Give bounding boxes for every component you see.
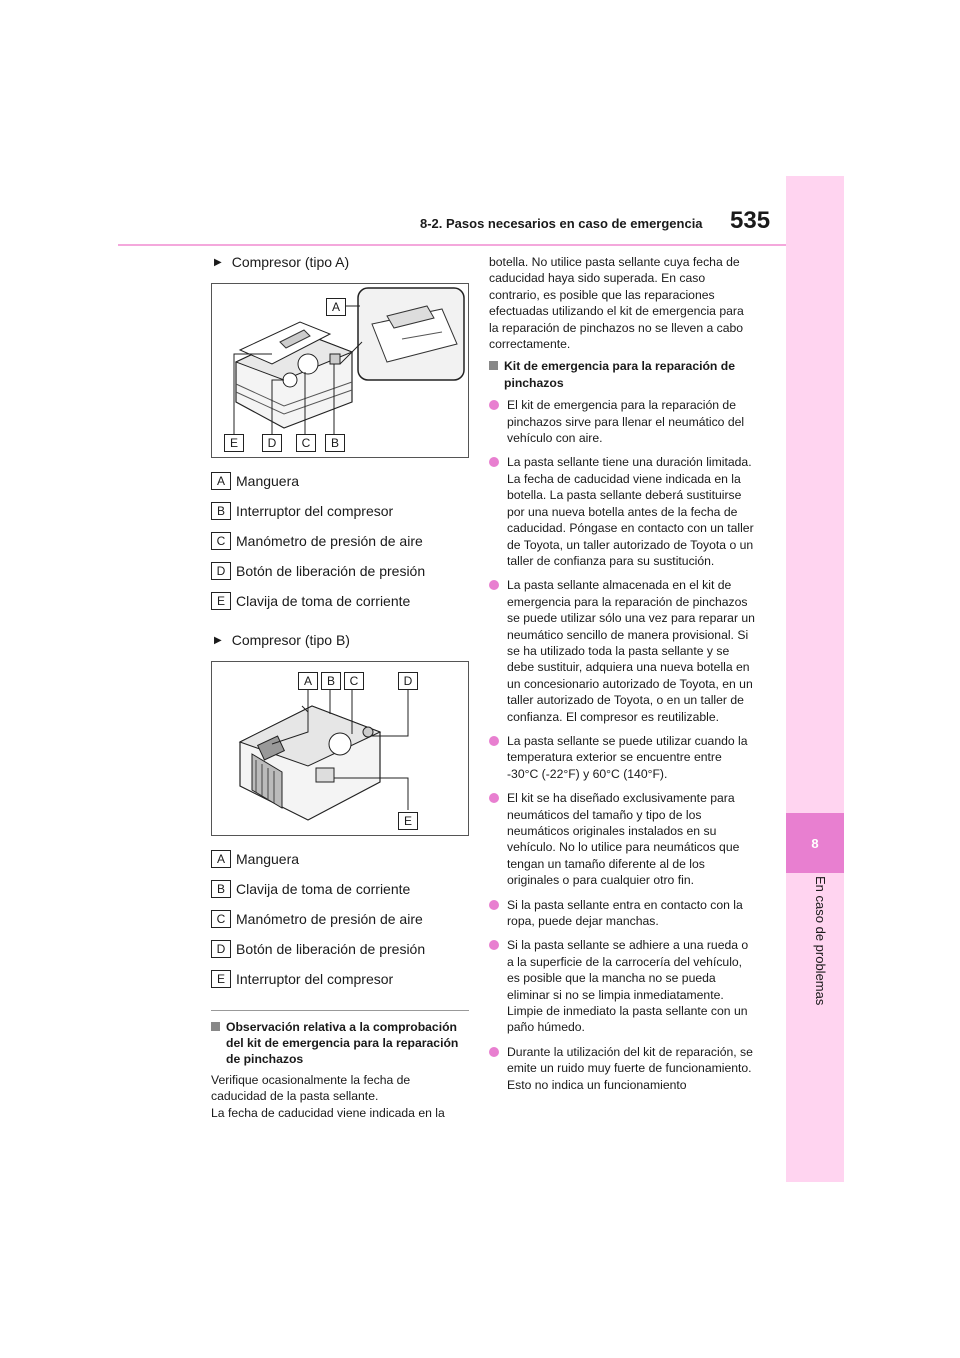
page-number: 535 <box>730 207 771 234</box>
compressor-b-figure <box>211 661 469 836</box>
legend-item <box>211 844 469 874</box>
list-item <box>489 397 755 446</box>
legend-text: Manguera <box>236 473 300 489</box>
list-item <box>489 937 755 1035</box>
list-item-text: El kit de emergencia para la reparación de pinchazos sirve para llenar el neumático del vehículo con aire. <box>507 398 745 446</box>
legend-letter: B <box>211 502 231 520</box>
figure-label-e: E <box>398 812 418 830</box>
legend-item <box>211 526 469 556</box>
circle-bullet-icon <box>489 457 499 467</box>
kit-heading-text: Kit de emergencia para la reparación de pinchazos <box>504 359 735 390</box>
legend-letter: E <box>211 970 231 988</box>
legend-text: Manómetro de presión de aire <box>236 911 423 927</box>
right-column <box>489 254 755 1101</box>
figure-label-a: A <box>326 298 346 316</box>
circle-bullet-icon <box>489 736 499 746</box>
list-item-text: Si la pasta sellante se adhiere a una rueda o a la superficie de la carrocería del vehículo, es posible que la mancha no se pueda eliminar si no se limpia inmediatamente. Limpie de inmediato la pasta sellante con un paño húmedo. <box>507 938 749 1035</box>
figure-label-d: D <box>262 434 282 452</box>
legend-item <box>211 586 469 616</box>
legend-letter: C <box>211 910 231 928</box>
circle-bullet-icon <box>489 1047 499 1057</box>
circle-bullet-icon <box>489 900 499 910</box>
chapter-number-box <box>786 813 844 873</box>
legend-letter: A <box>211 472 231 490</box>
legend-letter: B <box>211 880 231 898</box>
triangle-bullet-icon: ▶ <box>214 256 222 268</box>
triangle-bullet-icon: ▶ <box>214 634 222 646</box>
figure-label-e: E <box>224 434 244 452</box>
list-item <box>489 577 755 725</box>
legend-text: Interruptor del compresor <box>236 971 394 987</box>
compressor-a-legend <box>211 466 469 616</box>
legend-item <box>211 496 469 526</box>
compressor-b-heading <box>214 632 469 648</box>
legend-item <box>211 874 469 904</box>
list-item-text: El kit se ha diseñado exclusivamente para neumáticos del tamaño y tipo de los neumáticos originales instalados en su vehículo. No lo utilice para neumáticos que tengan un tamaño diferente al de los originales o para cualquier otro fin. <box>507 791 740 888</box>
compressor-a-heading <box>214 254 469 270</box>
square-bullet-icon <box>211 1022 220 1031</box>
compressor-b-title: Compresor (tipo B) <box>231 632 350 648</box>
left-column <box>211 254 469 1121</box>
legend-letter: E <box>211 592 231 610</box>
list-item-text: La pasta sellante tiene una duración limitada. La fecha de caducidad viene indicada en la botella. La pasta sellante deberá sustituirse por una nueva botella antes de la fecha de caducidad. Póngase en contacto con un taller de Toyota, un taller autorizado de Toyota o un taller de confianza para su sustitución. <box>507 455 754 568</box>
figure-label-d: D <box>398 672 418 690</box>
legend-text: Clavija de toma de corriente <box>236 881 411 897</box>
list-item <box>489 897 755 930</box>
legend-letter: C <box>211 532 231 550</box>
list-item <box>489 454 755 569</box>
legend-text: Botón de liberación de presión <box>236 563 426 579</box>
legend-item <box>211 964 469 994</box>
chapter-number: 8 <box>811 835 819 851</box>
note-paragraph: La fecha de caducidad viene indicada en la <box>211 1105 445 1120</box>
note-heading-text: Observación relativa a la comprobación del kit de emergencia para la reparación de pinchazos <box>226 1020 459 1066</box>
list-item-text: La pasta sellante se puede utilizar cuando la temperatura exterior se encuentre entre -30°C (-22°F) y 60°C (140°F). <box>507 733 748 781</box>
list-item-text: Si la pasta sellante entra en contacto con la ropa, puede dejar manchas. <box>507 897 743 929</box>
list-item <box>489 733 755 782</box>
figure-label-a: A <box>298 672 318 690</box>
chapter-title: En caso de problemas <box>813 876 828 1006</box>
continuation-paragraph: botella. No utilice pasta sellante cuya fecha de caducidad haya sido superada. En caso contrario, es posible que las reparaciones efectuadas utilizando el kit de emergencia para la reparación de pinchazos no se lleven a cabo correctamente. <box>489 255 744 352</box>
note-paragraph: Verifique ocasionalmente la fecha de caducidad de la pasta sellante. <box>211 1073 411 1104</box>
legend-item <box>211 466 469 496</box>
header-rule <box>118 244 786 246</box>
list-item-text: La pasta sellante almacenada en el kit de emergencia para la reparación de pinchazos se puede utilizar sólo una vez para reparar un neumático sencillo de manera provisional. Si se ha utilizado toda la pasta sellante y se debe sustituir, adquiera una nueva botella en un concesionario autorizado de Toyota, en un taller autorizado de Toyota, o en un taller de confianza. El compresor es reutilizable. <box>507 578 755 724</box>
legend-text: Manómetro de presión de aire <box>236 533 423 549</box>
circle-bullet-icon <box>489 580 499 590</box>
legend-item <box>211 556 469 586</box>
legend-text: Botón de liberación de presión <box>236 941 426 957</box>
figure-label-b: B <box>325 434 345 452</box>
legend-text: Clavija de toma de corriente <box>236 593 411 609</box>
list-item <box>489 1044 755 1093</box>
list-item <box>489 790 755 888</box>
figure-label-c: C <box>296 434 316 452</box>
note-heading <box>211 1019 469 1067</box>
legend-item <box>211 904 469 934</box>
figure-label-b: B <box>321 672 341 690</box>
compressor-a-title: Compresor (tipo A) <box>231 254 350 270</box>
square-bullet-icon <box>489 361 498 370</box>
compressor-b-legend <box>211 844 469 994</box>
list-item-text: Durante la utilización del kit de reparación, se emite un ruido muy fuerte de funcionamiento. Esto no indica un funcionamiento <box>507 1044 753 1092</box>
legend-letter: A <box>211 850 231 868</box>
kit-heading <box>489 358 755 391</box>
legend-item <box>211 934 469 964</box>
legend-letter: D <box>211 940 231 958</box>
section-title: 8-2. Pasos necesarios en caso de emergencia <box>420 216 703 231</box>
circle-bullet-icon <box>489 940 499 950</box>
circle-bullet-icon <box>489 793 499 803</box>
kit-bullet-list <box>489 397 755 1093</box>
circle-bullet-icon <box>489 400 499 410</box>
note-divider <box>211 1010 469 1011</box>
compressor-a-figure <box>211 283 469 458</box>
legend-text: Manguera <box>236 851 300 867</box>
legend-letter: D <box>211 562 231 580</box>
figure-label-c: C <box>344 672 364 690</box>
legend-text: Interruptor del compresor <box>236 503 394 519</box>
